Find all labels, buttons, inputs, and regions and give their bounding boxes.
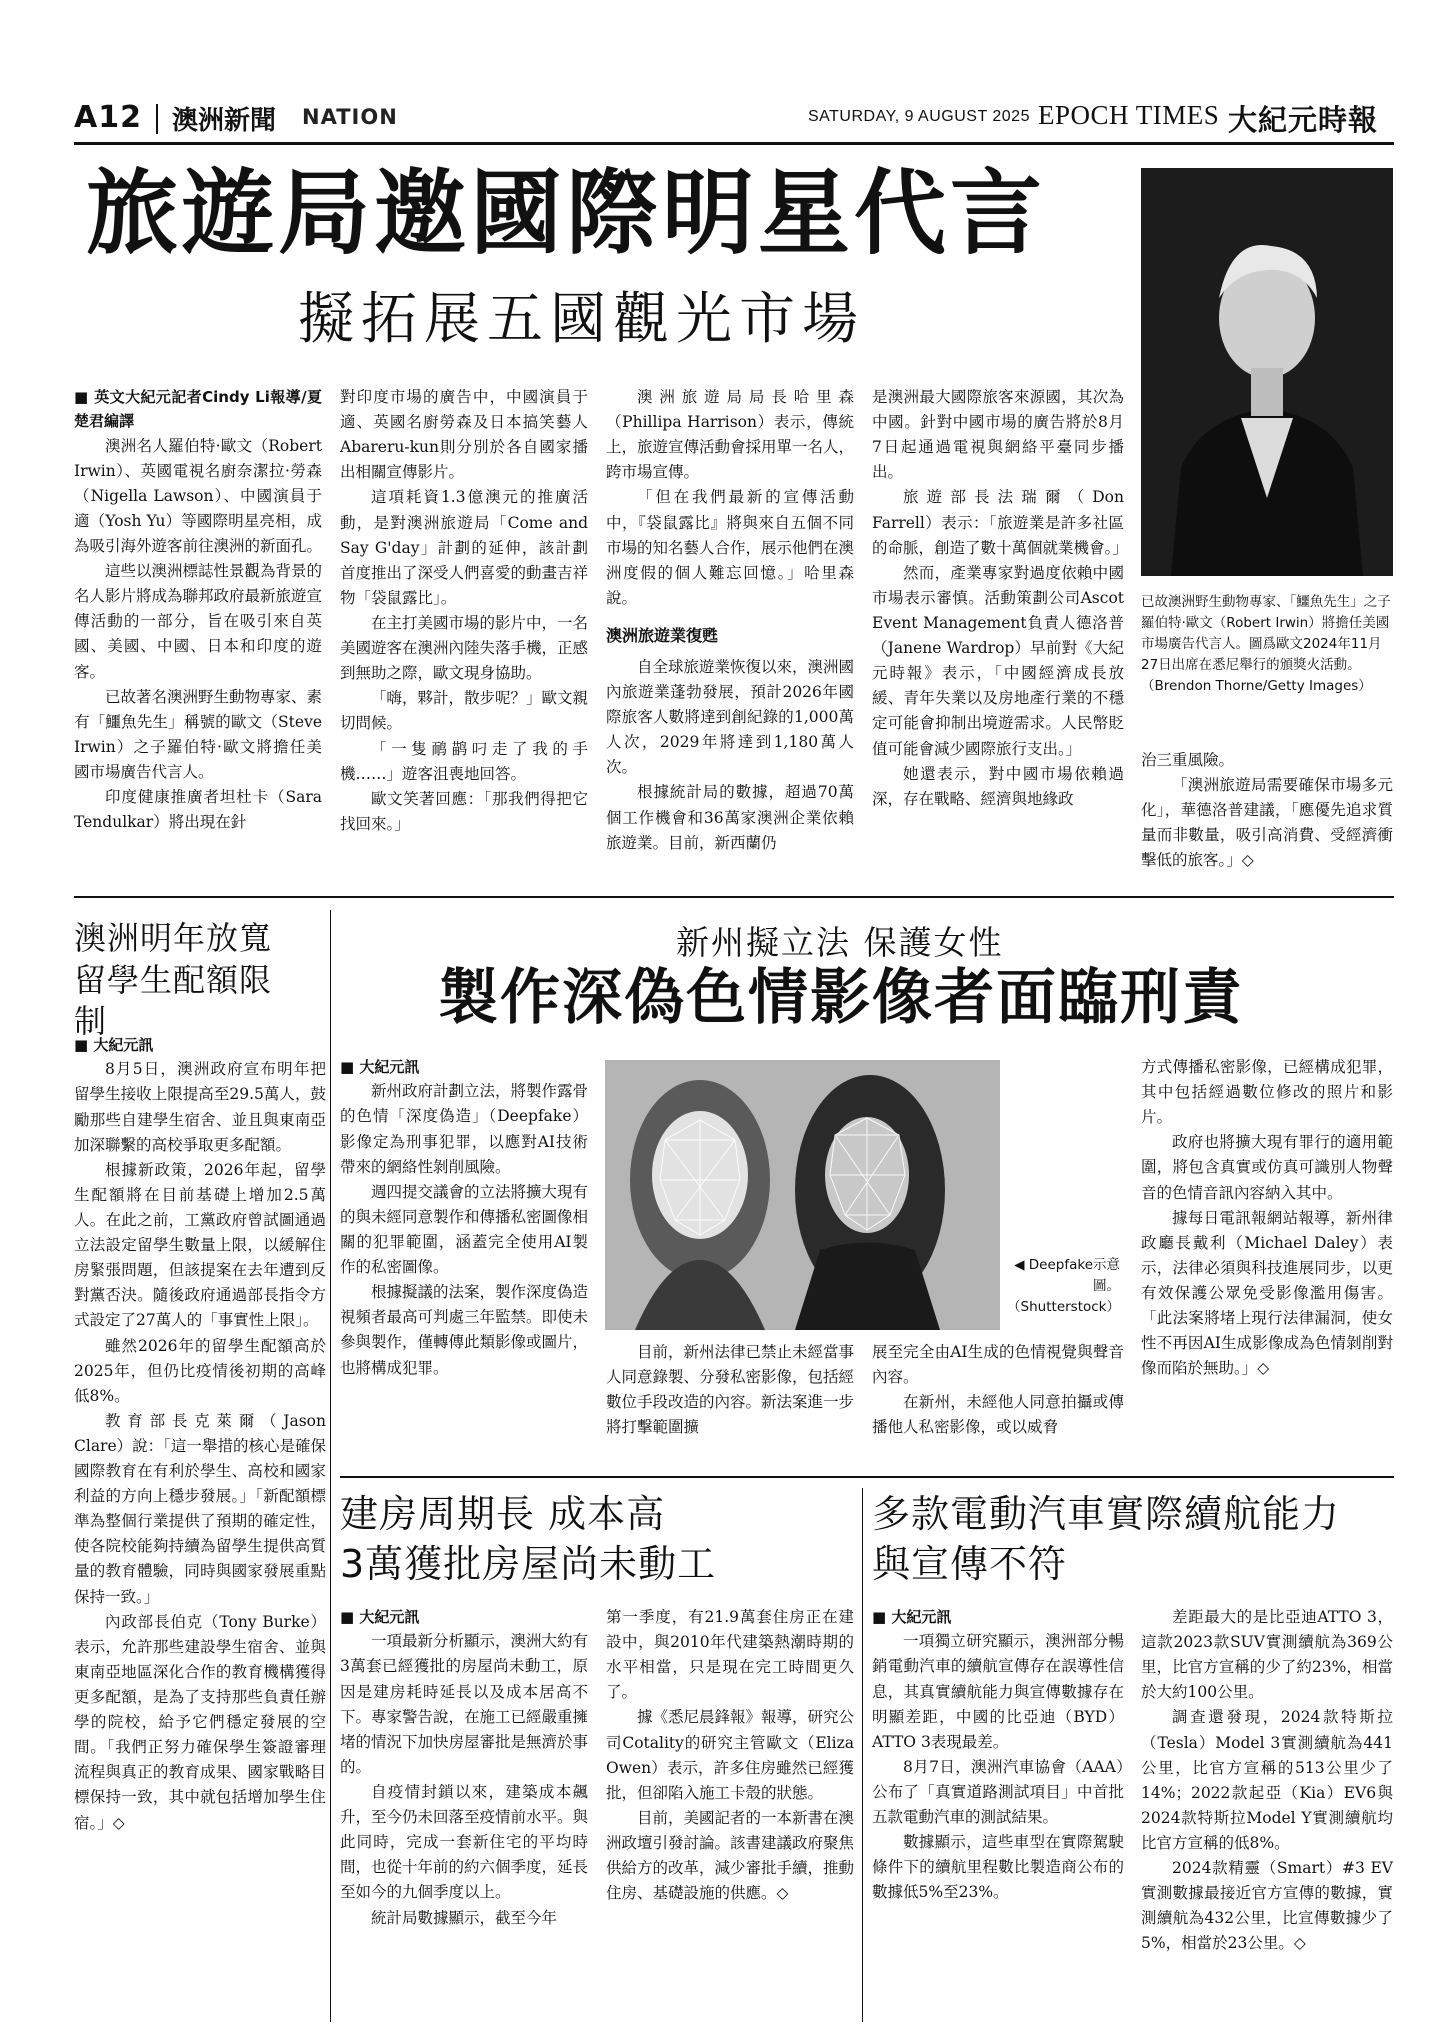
paragraph: 治三重風險。 <box>1141 751 1235 769</box>
paragraph: 「澳洲旅遊局需要確保市場多元化」，華德洛普建議，「應優先追求質量而非數量，吸引高消費、受經濟衝擊低的旅客。」◇ <box>1141 776 1393 870</box>
paragraph: 歐文笑著回應：「那我們得把它找回來。」 <box>340 789 588 833</box>
housing-headline-line-2: 3萬獲批房屋尚未動工 <box>340 1542 717 1586</box>
lead-column-5 <box>1141 748 1393 874</box>
paragraph: 一項最新分析顯示，澳洲大約有3萬套已經獲批的房屋尚未動工，原因是建房耗時延長以及成本居高不下。專家警告說，在施工已經嚴重擁堵的情況下加快房屋審批是無濟於事的。 <box>340 1632 589 1776</box>
paragraph: 方式傳播私密影像，已經構成犯罪，其中包括經過數位修改的照片和影片。 <box>1141 1058 1393 1127</box>
section-name-en: NATION <box>302 105 398 129</box>
deepfake-column-3 <box>872 1340 1124 1440</box>
ev-byline: ■ 大紀元訊 <box>872 1608 952 1626</box>
section-rule <box>74 896 1394 898</box>
ev-headline-line-1: 多款電動汽車實際續航能力 <box>872 1492 1341 1536</box>
page-number: A12 <box>74 100 142 135</box>
deepfake-caption: ◀ Deepfake示意圖。（Shutterstock） <box>1007 1257 1120 1315</box>
ev-headline-line-2: 與宣傳不符 <box>872 1542 1068 1586</box>
robert-irwin-photo <box>1141 168 1393 576</box>
paragraph: 目前，美國記者的一本新書在澳洲政壇引發討論。該書建議政府聚焦供給方的改革，減少審批手續，推動住房、基礎設施的供應。◇ <box>606 1808 855 1903</box>
paragraph: 8月7日，澳洲汽車協會（AAA）公布了「真實道路測試項目」中首批五款電動汽車的測試結果。 <box>872 1757 1124 1827</box>
paragraph: 這項耗資1.3億澳元的推廣活動，是對澳洲旅遊局「Come and Say G'day」計劃的延伸，該計劃首度推出了深受人們喜愛的動畫吉祥物「袋鼠露比」。 <box>340 488 589 607</box>
paragraph: 自疫情封鎖以來，建築成本飆升，至今仍未回落至疫情前水平。與此同時，完成一套新住宅的平均時間，也從十年前的約六個季度，延長至如今的九個季度以上。 <box>340 1782 589 1902</box>
lead-column-1 <box>74 385 322 835</box>
paragraph: 據每日電訊報網站報導，新州律政廳長戴利（Michael Daley）表示，法律必須與科技進展同步，以更有效保護公眾免受影像濫用傷害。「此法案將堵上現行法律漏洞，使女性不再因AI生成影像成為色情剝削對像而陷於無助。」◇ <box>1141 1208 1393 1378</box>
paper-name-en: EPOCH TIMES <box>1038 100 1220 130</box>
column-divider <box>330 910 331 2022</box>
housing-column-1 <box>340 1605 588 1931</box>
paragraph: 教育部長克萊爾（Jason Clare）說：「這一舉措的核心是確保國際教育在有利於學生、高校和國家利益的方向上穩步發展。」「新配額標準為整個行業提供了預期的確定性，使各院校能夠持續為留學生提供高質量的教育體驗，同時與國家發展重點保持一致。」 <box>74 1411 326 1606</box>
paragraph: 「但在我們最新的宣傳活動中，『袋鼠露比』將與來自五個不同市場的知名藝人合作，展示他們在澳洲度假的個人難忘回憶。」哈里森說。 <box>606 488 855 607</box>
paragraph: 然而，產業專家對過度依賴中國市場表示審慎。活動策劃公司Ascot Event Management負責人德洛普（Janene Wardrop）早前對《大紀元時報》表示，「中國經濟成長放緩、青年失業以及房地產行業的不穩定可能會抑制出境遊需求。人民幣貶值可能會減少國際旅行支出。」 <box>872 563 1124 758</box>
paragraph: 「一隻鸸鹋叼走了我的手機……」遊客沮喪地回答。 <box>340 739 588 783</box>
paragraph: 一項獨立研究顯示，澳洲部分暢銷電動汽車的續航宣傳存在誤導性信息，其真實續航能力與宣傳數據存在明顯差距，中國的比亞迪（BYD）ATTO 3表現最差。 <box>872 1632 1124 1751</box>
paragraph: 統計局數據顯示，截至今年 <box>371 1908 558 1927</box>
paragraph: 內政部長伯克（Tony Burke）表示，允許那些建設學生宿舍、並與東南亞地區深化合作的教育機構獲得更多配額，是為了支持那些負責任辦學的院校，給予它們穩定發展的空間。「我們正努力確保學生簽證審理流程與真正的教育成果、國家戰略目標保持一致，其中就包括增加學生住宿。」◇ <box>74 1612 326 1832</box>
section-rule <box>340 1476 1394 1478</box>
paragraph: 2024款精靈（Smart）#3 EV實測數據最接近官方宣傳的數據，實測續航為432公里，比宣傳數據少了5%，相當於23公里。◇ <box>1141 1859 1393 1953</box>
deepfake-column-4 <box>1141 1055 1393 1381</box>
column-divider <box>862 1488 863 2022</box>
paragraph: 據《悉尼晨鋒報》報導，研究公司Cotality的研究主管歐文（Eliza Owen）表示，許多住房雖然已經獲批，但卻陷入施工卡殼的狀態。 <box>606 1708 855 1802</box>
portrait-illustration <box>1141 168 1393 576</box>
issue-date: SATURDAY, 9 AUGUST 2025 <box>808 108 1030 125</box>
students-headline: 澳洲明年放寬留學生配額限制 <box>74 919 273 1041</box>
deepfake-headline: 製作深偽色情影像者面臨刑責 <box>438 963 1244 1033</box>
paragraph: 是澳洲最大國際旅客來源國，其次為中國。針對中國市場的廣告將於8月7日起通過電視與網絡平臺同步播出。 <box>872 388 1124 482</box>
housing-byline: ■ 大紀元訊 <box>340 1608 420 1626</box>
lead-column-2 <box>340 385 588 837</box>
paragraph: 澳洲名人羅伯特·歐文（Robert Irwin）、英國電視名廚奈潔拉·勞森（Nigella Lawson）、中國演員于適（Yosh Yu）等國際明星亮相，成為吸引海外遊客前往澳洲的新面孔。 <box>74 436 323 556</box>
paper-name-zh: 大紀元時報 <box>1228 103 1379 137</box>
paragraph: 根據新政策，2026年起，留學生配額將在目前基礎上增加2.5萬人。在此之前，工黨政府曾試圖通過立法設定留學生數量上限，以緩解住房緊張問題，但該提案在去年遭到反對黨否決。隨後政府通過部長指令方式設定了27萬人的「事實性上限」。 <box>74 1160 326 1330</box>
paragraph: 印度健康推廣者坦杜卡（Sara Tendulkar）將出現在針 <box>74 788 322 832</box>
lead-column-3 <box>606 385 854 856</box>
paragraph: 「嗨，夥計，散步呢？」歐文親切問候。 <box>340 689 589 733</box>
paragraph: 第一季度，有21.9萬套住房正在建設中，與2010年代建築熱潮時期的水平相當，只是現在完工時間更久了。 <box>606 1608 854 1702</box>
paragraph: 展至完全由AI生成的色情視覺與聲音內容。 <box>872 1343 1124 1387</box>
paragraph: 政府也將擴大現有罪行的適用範圍，將包含真實或仿真可識別人物聲音的色情音訊內容納入其中。 <box>1141 1133 1393 1202</box>
paragraph: 根據擬議的法案，製作深度偽造視頻者最高可判處三年監禁。即使未參與製作，僅轉傳此類影像或圖片，也將構成犯罪。 <box>340 1283 589 1377</box>
paragraph: 在新州，未經他人同意拍攝或傳播他人私密影像，或以威脅 <box>872 1393 1124 1437</box>
housing-column-2 <box>606 1605 854 1906</box>
face-mesh-graphic <box>605 1060 1000 1330</box>
paragraph: 旅遊部長法瑞爾（Don Farrell）表示：「旅遊業是許多社區的命脈，創造了數十萬個就業機會。」 <box>872 488 1128 557</box>
paragraph: 8月5日，澳洲政府宣布明年把留學生接收上限提高至29.5萬人，鼓勵那些自建學生宿舍、並且與東南亞加深聯繫的高校爭取更多配額。 <box>74 1060 326 1154</box>
deepfake-kicker: 新州擬立法 保護女性 <box>676 923 1004 962</box>
paragraph: 週四提交議會的立法將擴大現有的與未經同意製作和傳播私密圖像相關的犯罪範圍，涵蓋完全使用AI製作的私密圖像。 <box>340 1182 589 1277</box>
paragraph: 澳洲旅遊局局長哈里森（Phillipa Harrison）表示，傳統上，旅遊宣傳活動會採用單一名人，跨市場宣傳。 <box>606 388 855 482</box>
students-column <box>74 1033 326 1836</box>
section-name-zh: 澳洲新聞 <box>172 106 277 136</box>
lead-subheadline: 擬拓展五國觀光市場 <box>298 287 865 352</box>
deepfake-column-2 <box>606 1340 854 1440</box>
paragraph: 已故著名澳洲野生動物專家、素有「鱷魚先生」稱號的歐文（Steve Irwin）之子羅伯特·歐文將擔任美國市場廣告代言人。 <box>74 687 323 782</box>
masthead-divider <box>156 104 158 134</box>
lead-column-4 <box>872 385 1128 812</box>
paragraph: 數據顯示，這些車型在實際駕駛條件下的續航里程數比製造商公布的數據低5%至23%。 <box>872 1833 1124 1902</box>
deepfake-illustration <box>605 1060 1000 1330</box>
deepfake-column-1 <box>340 1055 588 1381</box>
paragraph: 對印度市場的廣告中，中國演員于適、英國名廚勞森及日本搞笑藝人Abareru-kun則分別於各自國家播出相關宣傳影片。 <box>340 388 588 482</box>
deepfake-byline: ■ 大紀元訊 <box>340 1058 420 1076</box>
paragraph: 在主打美國市場的影片中，一名美國遊客在澳洲內陸失落手機，正感到無助之際，歐文現身協助。 <box>340 613 589 683</box>
housing-headline-line-1: 建房周期長 成本高 <box>340 1492 666 1536</box>
lead-headline: 旅遊局邀國際明星代言 <box>86 160 1047 267</box>
lead-subhead: 澳洲旅遊業復甦 <box>606 625 719 645</box>
paragraph: 根據統計局的數據，超過70萬個工作機會和36萬家澳洲企業依賴旅遊業。目前，新西蘭仍 <box>606 783 854 852</box>
students-byline: ■ 大紀元訊 <box>74 1036 154 1054</box>
paragraph: 雖然2026年的留學生配額高於2025年，但仍比疫情後初期的高峰低8%。 <box>74 1336 326 1405</box>
paragraph: 目前，新州法律已禁止未經當事人同意錄製、分發私密影像，包括經數位手段改造的內容。新法案進一步將打擊範圍擴 <box>606 1343 855 1437</box>
ev-column-2 <box>1141 1605 1393 1957</box>
photo-caption: 已故澳洲野生動物專家、「鱷魚先生」之子羅伯特·歐文（Robert Irwin）將擔任美國市場廣告代言人。圖爲歐文2024年11月27日出席在悉尼舉行的頒獎火活動。（Brendon Thorne/Getty Images） <box>1141 594 1391 694</box>
masthead-rule <box>74 142 1394 145</box>
paragraph: 調查還發現，2024款特斯拉（Tesla）Model 3實測續航為441公里，比官方宣稱的513公里少了14%；2022款起亞（Kia）EV6與2024款特斯拉Model Y實測續航均比官方宣稱的低8%。 <box>1141 1708 1393 1852</box>
ev-column-1 <box>872 1605 1124 1906</box>
paragraph: 新州政府計劃立法，將製作露骨的色情「深度偽造」（Deepfake）影像定為刑事犯罪，以應對AI技術帶來的網絡性剝削風險。 <box>340 1082 589 1176</box>
lead-byline: ■ 英文大紀元記者Cindy Li報導/夏楚君編譯 <box>74 388 322 431</box>
paragraph: 差距最大的是比亞迪ATTO 3，這款2023款SUV實測續航為369公里，比官方宣稱的少了約23%，相當於大約100公里。 <box>1141 1608 1393 1702</box>
paragraph: 這些以澳洲標誌性景觀為背景的名人影片將成為聯邦政府最新旅遊宣傳活動的一部分，旨在吸引來自英國、美國、中國、日本和印度的遊客。 <box>74 562 323 681</box>
paragraph: 她還表示，對中國市場依賴過深，存在戰略、經濟與地緣政 <box>872 764 1124 808</box>
paragraph: 自全球旅遊業恢復以來，澳洲國內旅遊業蓬勃發展，預計2026年國際旅客人數將達到創紀錄的1,000萬人次，2029年將達到1,180萬人次。 <box>606 657 855 777</box>
